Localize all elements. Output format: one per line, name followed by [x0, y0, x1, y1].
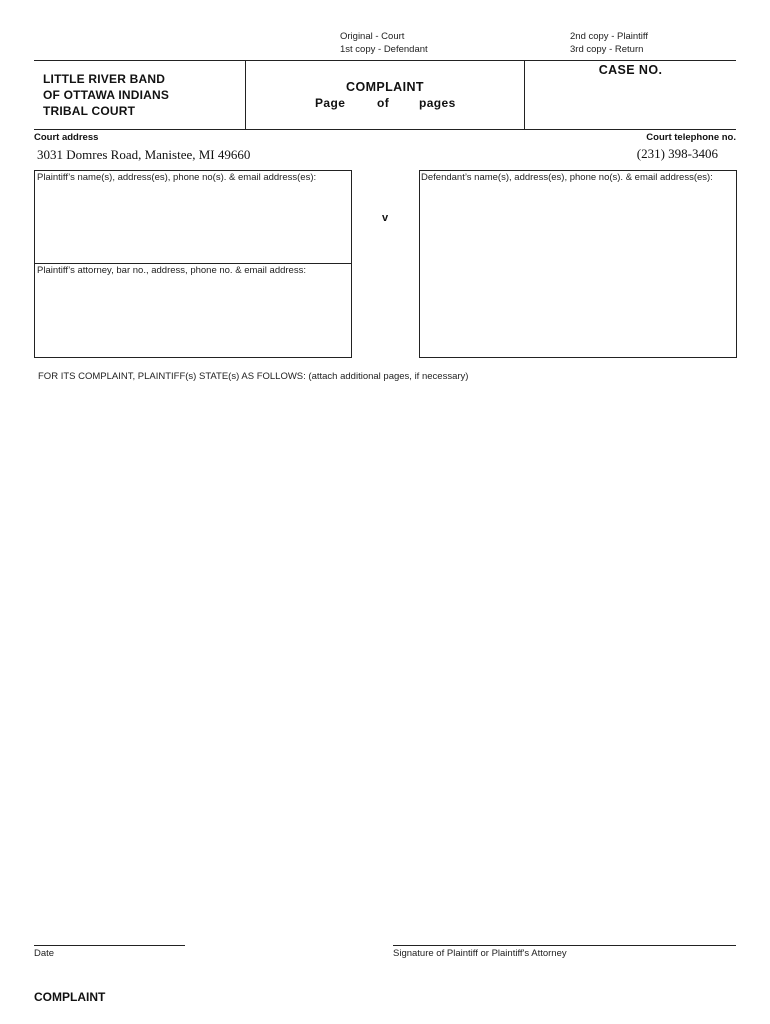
copy-original-court: Original - Court — [340, 31, 405, 42]
court-phone-value: (231) 398-3406 — [636, 146, 718, 161]
plaintiff-field[interactable] — [37, 186, 349, 260]
court-name-line-2: OF OTTAWA INDIANS — [43, 88, 170, 102]
case-number-field[interactable] — [528, 80, 733, 125]
court-phone-label: Court telephone no. — [646, 132, 736, 143]
copy-first-defendant: 1st copy - Defendant — [340, 43, 428, 55]
complaint-body-field[interactable] — [34, 388, 736, 928]
header-bottom-rule — [34, 129, 736, 130]
plaintiff-attorney-divider — [34, 263, 352, 264]
court-name-line-1: LITTLE RIVER BAND — [43, 72, 166, 86]
date-line — [34, 945, 185, 946]
attorney-field-label: Plaintiff’s attorney, bar no., address, phone no. & email address: — [37, 265, 306, 276]
court-address-value: 3031 Domres Road, Manistee, MI 49660 — [37, 147, 251, 162]
page-word: Page — [315, 96, 346, 110]
form-title: COMPLAINT — [346, 80, 424, 94]
header-top-rule — [34, 60, 736, 61]
defendant-field-label: Defendant’s name(s), address(es), phone no(s). & email address(es): — [421, 172, 713, 183]
copy-third-return: 3rd copy - Return — [570, 43, 644, 55]
copy-second-plaintiff: 2nd copy - Plaintiff — [570, 31, 648, 42]
case-number-label: CASE NO. — [598, 63, 663, 77]
defendant-field[interactable] — [422, 186, 734, 355]
complaint-instruction: FOR ITS COMPLAINT, PLAINTIFF(s) STATE(s) AS FOLLOWS: (attach additional pages, if necessary) — [38, 371, 469, 382]
pages-word: pages — [419, 96, 456, 110]
court-name-line-3: TRIBAL COURT — [43, 104, 136, 118]
date-label: Date — [34, 948, 55, 959]
plaintiff-field-label: Plaintiff’s name(s), address(es), phone no(s). & email address(es): — [37, 172, 317, 183]
footer-form-name: COMPLAINT — [34, 990, 106, 1004]
signature-line — [393, 945, 736, 946]
court-address-label: Court address — [34, 132, 99, 143]
of-word: of — [377, 96, 390, 110]
attorney-field[interactable] — [37, 279, 349, 355]
signature-label: Signature of Plaintiff or Plaintiff's Attorney — [393, 948, 567, 959]
copy-distribution-right — [570, 31, 648, 56]
copy-distribution-left — [340, 31, 428, 56]
court-name — [43, 71, 169, 119]
versus-label: v — [382, 212, 389, 224]
header-divider-left — [245, 60, 246, 129]
